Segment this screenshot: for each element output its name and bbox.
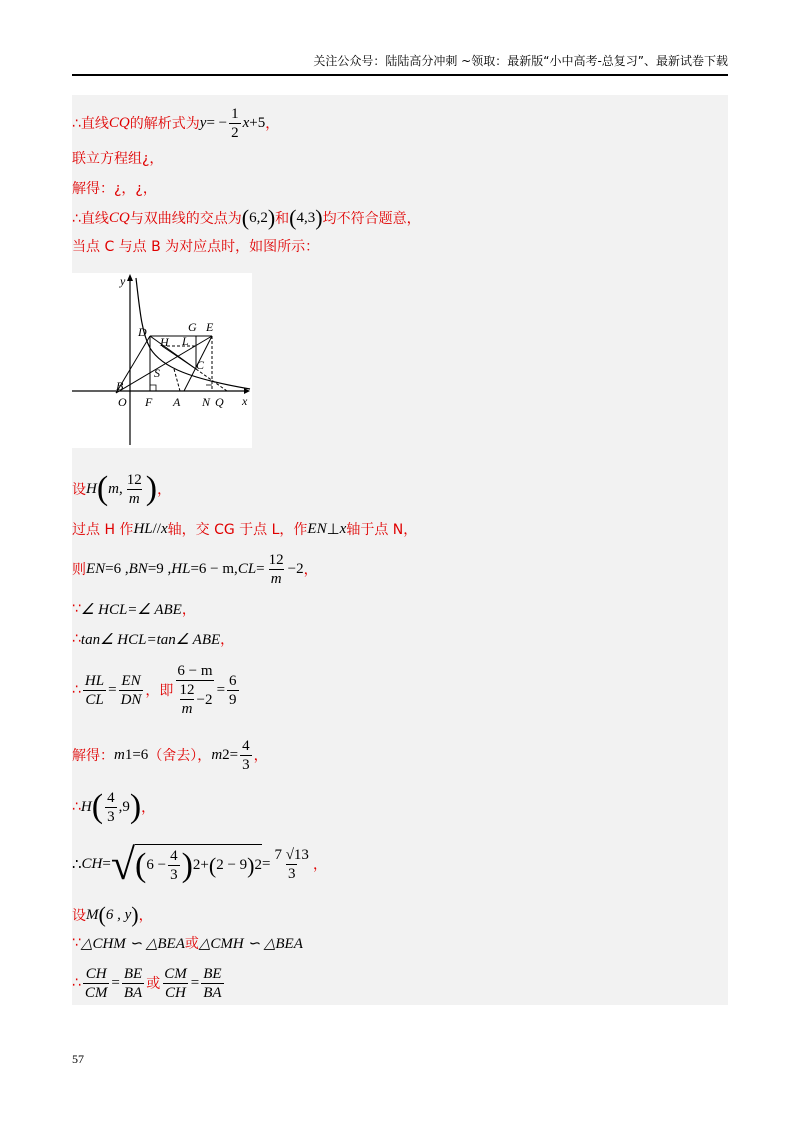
y-axis-arrow <box>127 274 133 281</box>
label-n: N <box>202 395 211 409</box>
label-d: D <box>138 325 147 339</box>
fraction: $\frac{4}{3}$ <box>170 848 178 883</box>
text: 与双曲线的交点为 <box>129 211 242 227</box>
line-solve <box>72 178 728 198</box>
math: HL <box>133 520 153 537</box>
text: 解得：¿，¿， <box>72 181 157 197</box>
text: ， <box>157 482 172 498</box>
fraction: $\frac{4}{3}$ <box>242 737 250 773</box>
fraction: $\frac{7 √13}{3}$ <box>274 846 309 882</box>
right-angle-f <box>150 385 156 391</box>
label-y: y <box>120 274 126 288</box>
math: H <box>86 480 97 497</box>
line-cq-equation <box>72 103 728 143</box>
text: 和 <box>275 211 290 227</box>
text: ， <box>265 116 280 132</box>
math: 4,3 <box>296 209 316 226</box>
label-h: H <box>160 335 169 349</box>
text: 当点 C 与点 B 为对应点时，如图所示： <box>72 239 320 255</box>
line-similar: ∵ △CHM ∽ △BEA 或 △CMH ∽ △BEA <box>72 935 303 952</box>
label-o: O <box>118 395 127 409</box>
solution-block <box>72 95 728 1005</box>
math: y <box>199 114 207 131</box>
label-b: B <box>116 379 124 393</box>
math: +5 <box>249 114 266 131</box>
math: CQ <box>108 114 130 131</box>
label-e: E <box>206 320 214 334</box>
figure-svg <box>72 273 252 448</box>
math: CQ <box>108 209 130 226</box>
fraction: $\frac{1}{2}$ <box>231 105 239 141</box>
text: 则 <box>72 562 86 578</box>
math: x <box>160 520 168 537</box>
text: 均不符合题意， <box>322 211 421 227</box>
fraction: $\frac{6}{9}$ <box>229 672 237 708</box>
segment-hc <box>162 346 196 369</box>
label-a: A <box>173 395 181 409</box>
line-construction <box>72 517 728 541</box>
line-intersections: ∴直线 CQ 与双曲线的交点为 ( 6,2 ) 和 ( 4,3 ) 均不符合题意， <box>72 205 421 230</box>
math: m <box>108 480 120 497</box>
line-proportion: ∴ $\frac{CH}{CM}$ = $\frac{BE}{BA}$ 或 $\frac{CM}{CH}$ = $\frac{BE}{BA}$ <box>72 965 222 1001</box>
complex-fraction: 6 − m $\frac{12}{m}$ −2 <box>177 663 213 717</box>
text: 轴，交 CG 于点 L，作 <box>167 522 308 538</box>
fraction: $\frac{BE}{BA}$ <box>203 965 222 1001</box>
text: 过点 H 作 <box>72 522 134 538</box>
math: x <box>339 520 347 537</box>
line-ch-length: ∴ CH = √ ( 6 − $\frac{4}{3}$ ) 2 + ( 2 − 9 ) 2 = $\frac{7 √13}{3}$ ， <box>72 839 327 889</box>
line-set-m: 设 M ( 6 , y ) ， <box>72 902 153 927</box>
line-solve-m: 解得： m 1 =6 （舍去）， m 2 = $\frac{4}{3}$ ， <box>72 737 268 773</box>
label-s: S <box>154 366 160 380</box>
line-angle-equal: ∵ ∠ HCL=∠ ABE ， <box>72 601 196 618</box>
fraction: $\frac{BE}{BA}$ <box>123 965 143 1001</box>
geometry-figure <box>72 273 252 448</box>
line-tan-equal: ∴ tan∠ HCL=tan∠ ABE ， <box>72 631 235 648</box>
text: 联立方程组¿， <box>72 151 164 167</box>
label-x: x <box>242 394 248 408</box>
line-set-h: 设 H ( m , $\frac{12}{m}$ ) ， <box>72 470 172 507</box>
fraction: $\frac{12}{m}$ <box>268 551 284 587</box>
math: = − <box>206 114 228 131</box>
math: // <box>152 520 161 537</box>
text: ∴直线 <box>72 116 109 132</box>
label-q: Q <box>215 395 224 409</box>
line-system <box>72 148 728 168</box>
label-c: C <box>196 358 205 372</box>
page-number: 57 <box>72 1052 84 1066</box>
label-f: F <box>145 395 153 409</box>
line-lengths: 则 EN =6 , BN =9 , HL =6 − m, CL = $\frac{12}{m}$ −2 ， <box>72 551 318 587</box>
fraction: $\frac{12}{m}$ <box>126 471 142 507</box>
header-text: 关注公众号：陆陆高分冲刺 ~领取：最新版“小中高考-总复习”、最新试卷下载 <box>313 54 728 68</box>
math: ⊥ <box>326 521 340 538</box>
math: x <box>242 114 250 131</box>
label-g: G <box>188 320 197 334</box>
fraction: $\frac{CM}{CH}$ <box>164 965 187 1001</box>
math: 6,2 <box>249 209 268 226</box>
fraction: $\frac{EN}{DN}$ <box>120 672 142 708</box>
math: EN <box>307 520 327 537</box>
fraction: $\frac{HL}{CL}$ <box>84 672 105 708</box>
text: 的解析式为 <box>129 116 200 132</box>
line-h-coord: ∴ H ( $\frac{4}{3}$ ,9 ) ， <box>72 788 156 825</box>
line-ratio: ∴ $\frac{HL}{CL}$ = $\frac{EN}{DN}$ ，即 6 − m $\frac{12}{m}$ −2 = $\frac{6}{9}$ <box>72 663 237 717</box>
line-case <box>72 236 728 256</box>
text: ∴直线 <box>72 211 109 227</box>
label-l: L <box>182 334 189 348</box>
text: 设 <box>72 482 86 498</box>
fraction: $\frac{CH}{CM}$ <box>84 965 108 1001</box>
segment-sa <box>174 369 180 391</box>
text: 轴于点 N， <box>346 522 418 538</box>
fraction: $\frac{4}{3}$ <box>107 789 115 825</box>
page-header <box>72 52 728 76</box>
